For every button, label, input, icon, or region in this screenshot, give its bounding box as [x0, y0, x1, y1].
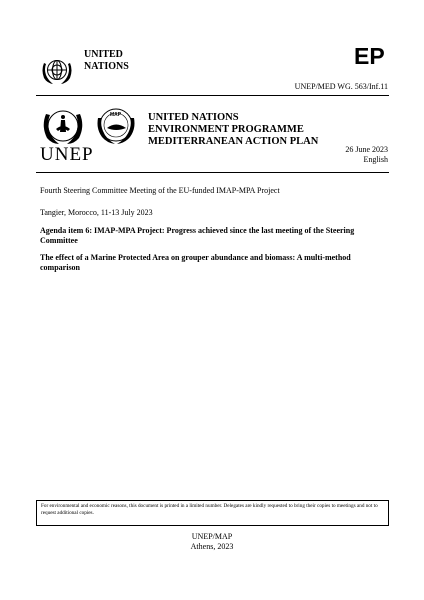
date-value: 26 June 2023 [345, 145, 388, 154]
org-name [84, 49, 129, 73]
org-name-line1: UNITED [84, 49, 123, 60]
footer-divider [36, 525, 389, 526]
un-emblem-icon [40, 53, 74, 87]
document-symbol: EP [354, 43, 385, 69]
unep-org-line3: MEDITERRANEAN ACTION PLAN [148, 136, 319, 147]
printing-note: For environmental and economic reasons, this document is printed in a limited number. Delegates are kindly requested to bring their copies to meetings and not to request additional copies. [36, 500, 389, 526]
meeting-place-date: Tangier, Morocco, 11-13 July 2023 [40, 208, 153, 217]
publisher: UNEP/MAP [191, 532, 233, 541]
unep-org-line2: ENVIRONMENT PROGRAMME [148, 124, 304, 135]
map-logo-text: MAP [110, 112, 122, 118]
unep-emblem-icon [40, 106, 86, 146]
map-emblem-icon [95, 104, 137, 146]
unep-divider [36, 172, 389, 173]
language-value: English [363, 155, 388, 164]
org-name-line2: NATIONS [84, 61, 129, 72]
meeting-title: Fourth Steering Committee Meeting of the EU-funded IMAP-MPA Project [40, 186, 280, 195]
document-title: The effect of a Marine Protected Area on grouper abundance and biomass: A multi-method comparison [40, 253, 351, 272]
document-date [345, 145, 388, 165]
header-divider [36, 95, 389, 96]
city-year: Athens, 2023 [190, 542, 234, 551]
unep-org-line1: UNITED NATIONS [148, 112, 239, 123]
document-reference: UNEP/MED WG. 563/Inf.11 [294, 82, 388, 91]
unep-org-name [148, 112, 318, 148]
agenda-item: Agenda item 6: IMAP-MPA Project: Progress achieved since the last meeting of the Steering Committee [40, 226, 355, 245]
unep-wordmark: UNEP [40, 144, 94, 165]
publisher-block [0, 532, 424, 552]
